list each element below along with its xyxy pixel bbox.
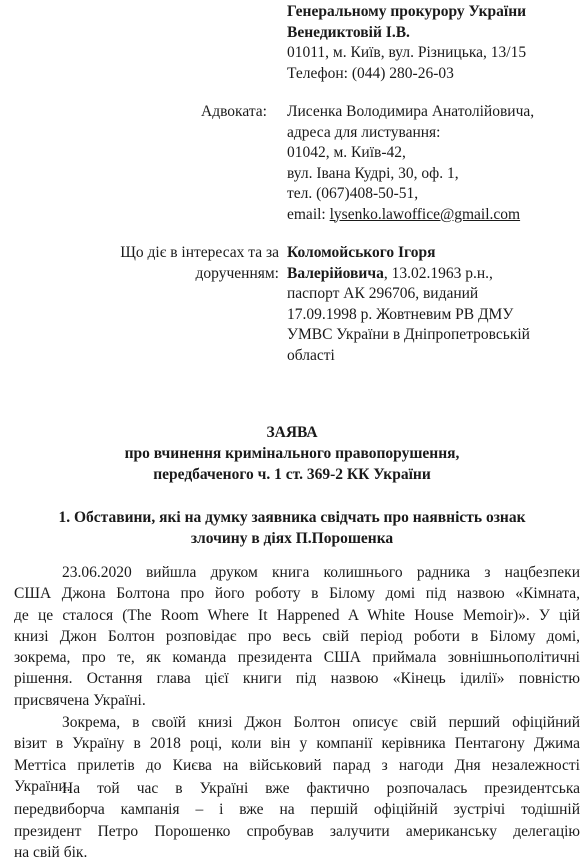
p1-line: 23.06.2020 вийшла друком книга колишнього радника з нацбезпеки <box>62 564 580 581</box>
client-issued: 17.09.1998 р. Жовтневим РВ ДМУ <box>287 305 514 323</box>
p3-line: передвиборча кампанія – і вже на першій офіційній зустрічі тодішній <box>14 801 580 819</box>
lawyer-block <box>287 102 534 225</box>
statement-subtitle-2: передбаченого ч. 1 ст. 369-2 КК України <box>153 466 431 483</box>
section-heading-1: 1. Обставини, які на думку заявника свідчать про наявність ознак <box>58 509 526 526</box>
statement-title <box>0 423 584 486</box>
p2-line: візит в Україну в 2018 році, коли він у компанії керівника Пентагону Джима <box>14 735 580 753</box>
p2-line: України. <box>14 777 71 795</box>
client-label <box>120 243 279 284</box>
client-label-2: дорученням: <box>195 264 279 282</box>
lawyer-address-1: 01042, м. Київ-42, <box>287 144 406 161</box>
statement-heading: ЗАЯВА <box>266 424 318 441</box>
paragraph-1 <box>14 563 580 712</box>
p1-line: книзі Джон Болтон розповідає про весь свій період роботи в Білому домі, <box>14 627 580 645</box>
lawyer-label: Адвоката: <box>201 103 267 120</box>
recipient-phone: Телефон: (044) 280-26-03 <box>287 64 454 82</box>
statement-subtitle-1: про вчинення кримінального правопорушення, <box>124 445 460 462</box>
p1-line: зокрема, про те, як команда президента США приймала зовнішньополітичні <box>14 649 580 667</box>
p3-line: На той час в Україні вже фактично розпочалась президентська <box>62 780 580 797</box>
client-birthdate: , 13.02.1963 р.н., <box>383 264 493 282</box>
recipient-name: Венедиктовій І.В. <box>287 23 410 41</box>
recipient-block <box>287 2 526 84</box>
client-label-1: Що діє в інтересах та за <box>120 244 279 261</box>
section-heading-2: злочину в діях П.Порошенка <box>190 530 394 547</box>
p3-line: президент Петро Порошенко спробував залучити американську делегацію <box>14 822 580 840</box>
paragraph-3 <box>14 779 580 864</box>
recipient-address: 01011, м. Київ, вул. Різницька, 13/15 <box>287 44 527 61</box>
p2-line: Зокрема, в своїй книзі Джон Болтон описує свій перший офіційний <box>62 714 580 731</box>
client-passport: паспорт АК 296706, виданий <box>287 285 479 302</box>
email-link[interactable]: lysenko.lawoffice@gmail.com <box>329 205 521 223</box>
lawyer-address-2: вул. Івана Кудрі, 30, оф. 1, <box>287 164 459 182</box>
p2-line: Меттіса прилетів до Києва на військовий парад з нагоди Дня незалежності <box>14 756 580 774</box>
lawyer-mail-label: адреса для листування: <box>287 123 441 141</box>
client-name-2 <box>287 264 530 285</box>
lawyer-name: Лисенка Володимира Анатолійовича, <box>287 103 535 120</box>
section-heading <box>0 508 584 550</box>
p3-line: на свій бік. <box>14 843 88 861</box>
client-issuer: УМВС України в Дніпропетровській <box>287 326 530 343</box>
client-region: області <box>287 346 335 364</box>
client-name-1: Коломойського Ігоря <box>287 244 436 261</box>
p1-line: де це сталося (The Room Where It Happened A White House Memoir)». У цій <box>14 606 580 624</box>
lawyer-phone: тел. (067)408-50-51, <box>287 185 419 202</box>
p1-line: США Джона Болтона про його роботу в Білому домі під назвою «Кімната, <box>14 585 580 603</box>
lawyer-email-line <box>287 205 534 226</box>
recipient-title: Генеральному прокурору України <box>287 3 527 20</box>
client-patronymic: Валерійовича <box>287 264 384 282</box>
email-prefix: email: <box>287 205 330 223</box>
p1-line: присвячена Україні. <box>14 691 146 709</box>
client-block <box>287 243 530 366</box>
p1-line: рішення. Остання глава цієї книги під назвою «Кінець ідилії» повністю <box>14 670 580 688</box>
